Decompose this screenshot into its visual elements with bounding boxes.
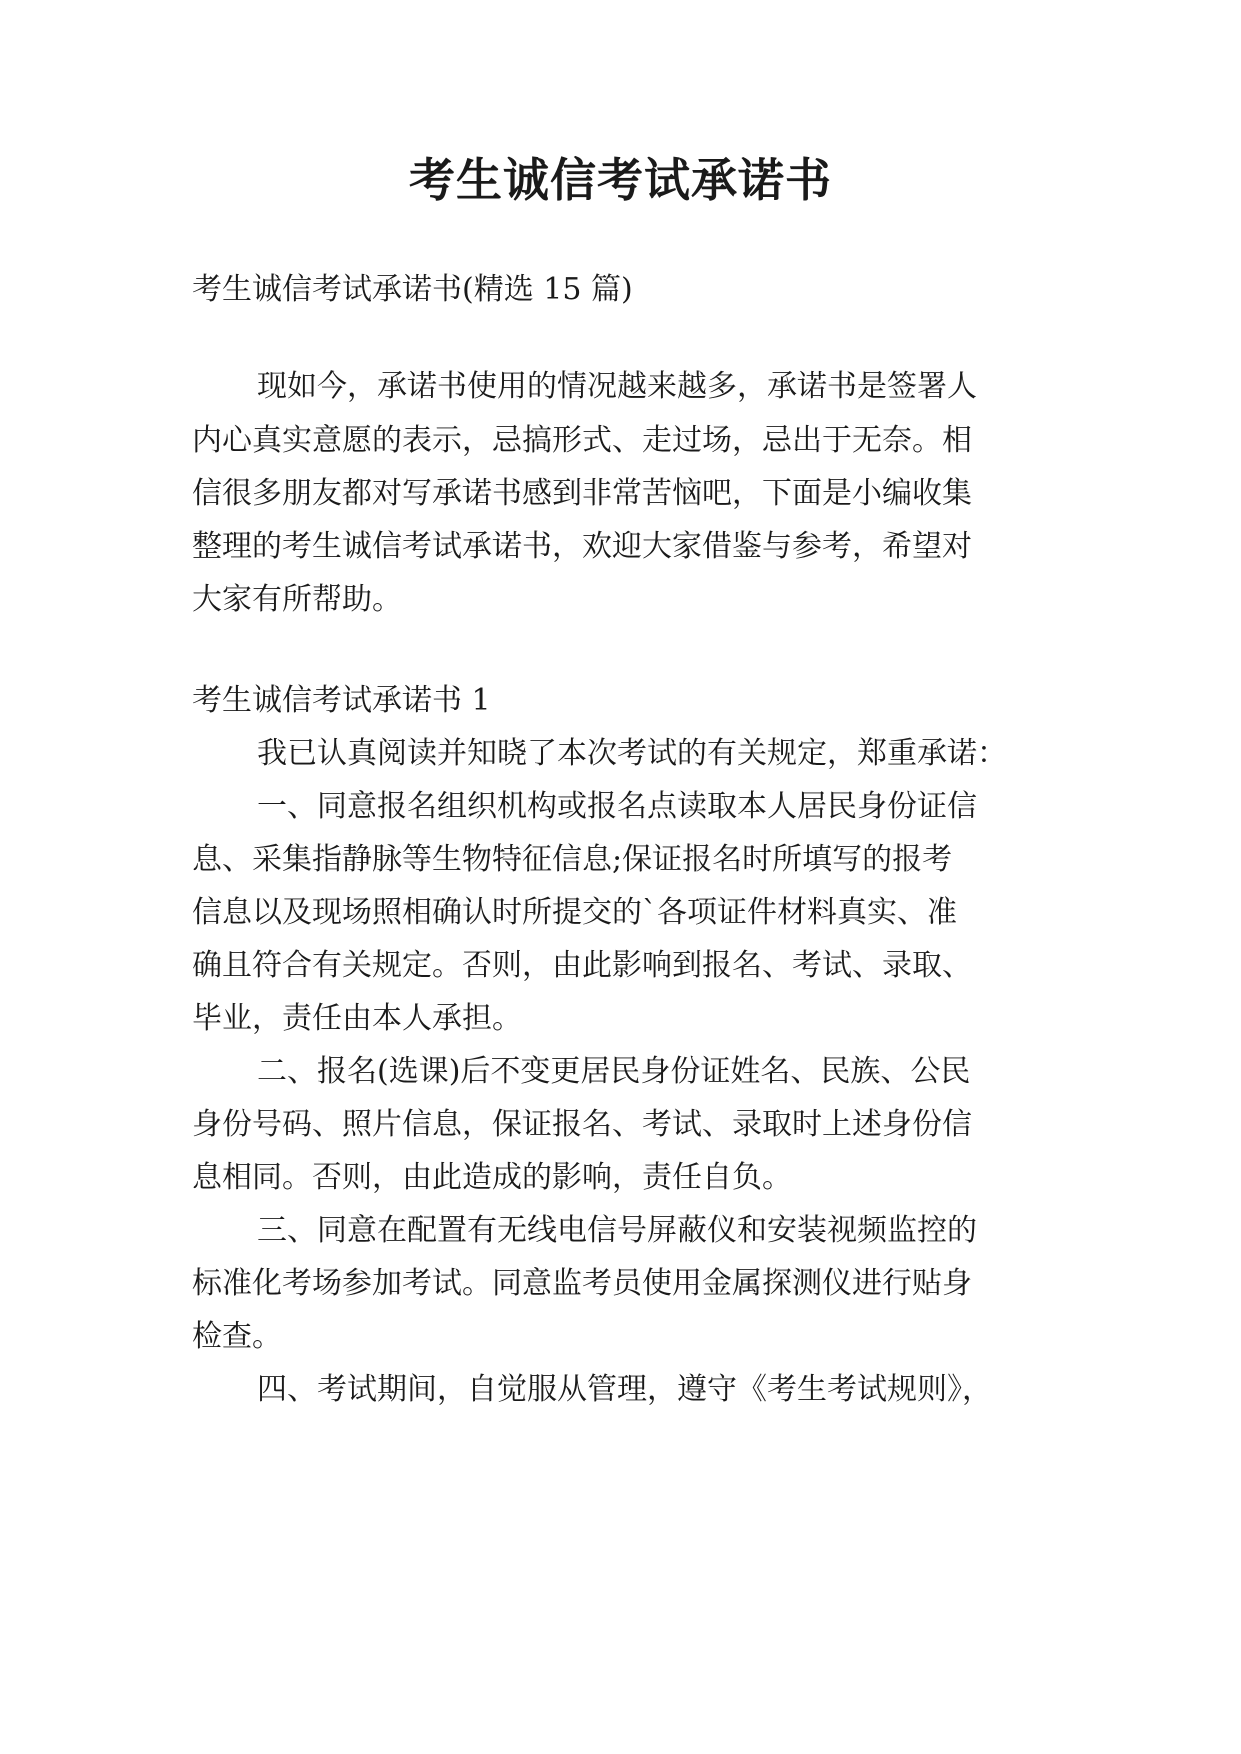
section-heading: 考生诚信考试承诺书 1: [192, 683, 491, 718]
paragraph-line: 检查。: [192, 1319, 282, 1354]
paragraph-line: 现如今，承诺书使用的情况越来越多，承诺书是签署人: [257, 369, 977, 404]
paragraph-line: 我已认真阅读并知晓了本次考试的有关规定，郑重承诺：: [257, 736, 1007, 771]
paragraph-line: 整理的考生诚信考试承诺书，欢迎大家借鉴与参考，希望对: [192, 529, 972, 564]
subtitle: 考生诚信考试承诺书(精选 15 篇): [192, 272, 633, 307]
paragraph-line: 内心真实意愿的表示，忌搞形式、走过场，忌出于无奈。相: [192, 423, 972, 458]
paragraph-line: 息、采集指静脉等生物特征信息;保证报名时所填写的报考: [192, 842, 953, 877]
paragraph-line: 一、同意报名组织机构或报名点读取本人居民身份证信: [257, 789, 977, 824]
paragraph-line: 大家有所帮助。: [192, 582, 402, 617]
paragraph-line: 信息以及现场照相确认时所提交的`各项证件材料真实、准: [192, 895, 957, 930]
paragraph-line: 标准化考场参加考试。同意监考员使用金属探测仪进行贴身: [192, 1266, 972, 1301]
paragraph-line: 四、考试期间，自觉服从管理，遵守《考生考试规则》，: [257, 1372, 992, 1407]
document-title: 考生诚信考试承诺书: [409, 153, 832, 207]
paragraph-line: 信很多朋友都对写承诺书感到非常苦恼吧，下面是小编收集: [192, 476, 972, 511]
paragraph-line: 毕业，责任由本人承担。: [192, 1001, 522, 1036]
paragraph-line: 二、报名(选课)后不变更居民身份证姓名、民族、公民: [257, 1054, 971, 1089]
paragraph-line: 身份号码、照片信息，保证报名、考试、录取时上述身份信: [192, 1107, 972, 1142]
paragraph-line: 三、同意在配置有无线电信号屏蔽仪和安装视频监控的: [257, 1213, 977, 1248]
paragraph-line: 息相同。否则，由此造成的影响，责任自负。: [192, 1160, 792, 1195]
paragraph-line: 确且符合有关规定。否则，由此影响到报名、考试、录取、: [192, 948, 972, 983]
